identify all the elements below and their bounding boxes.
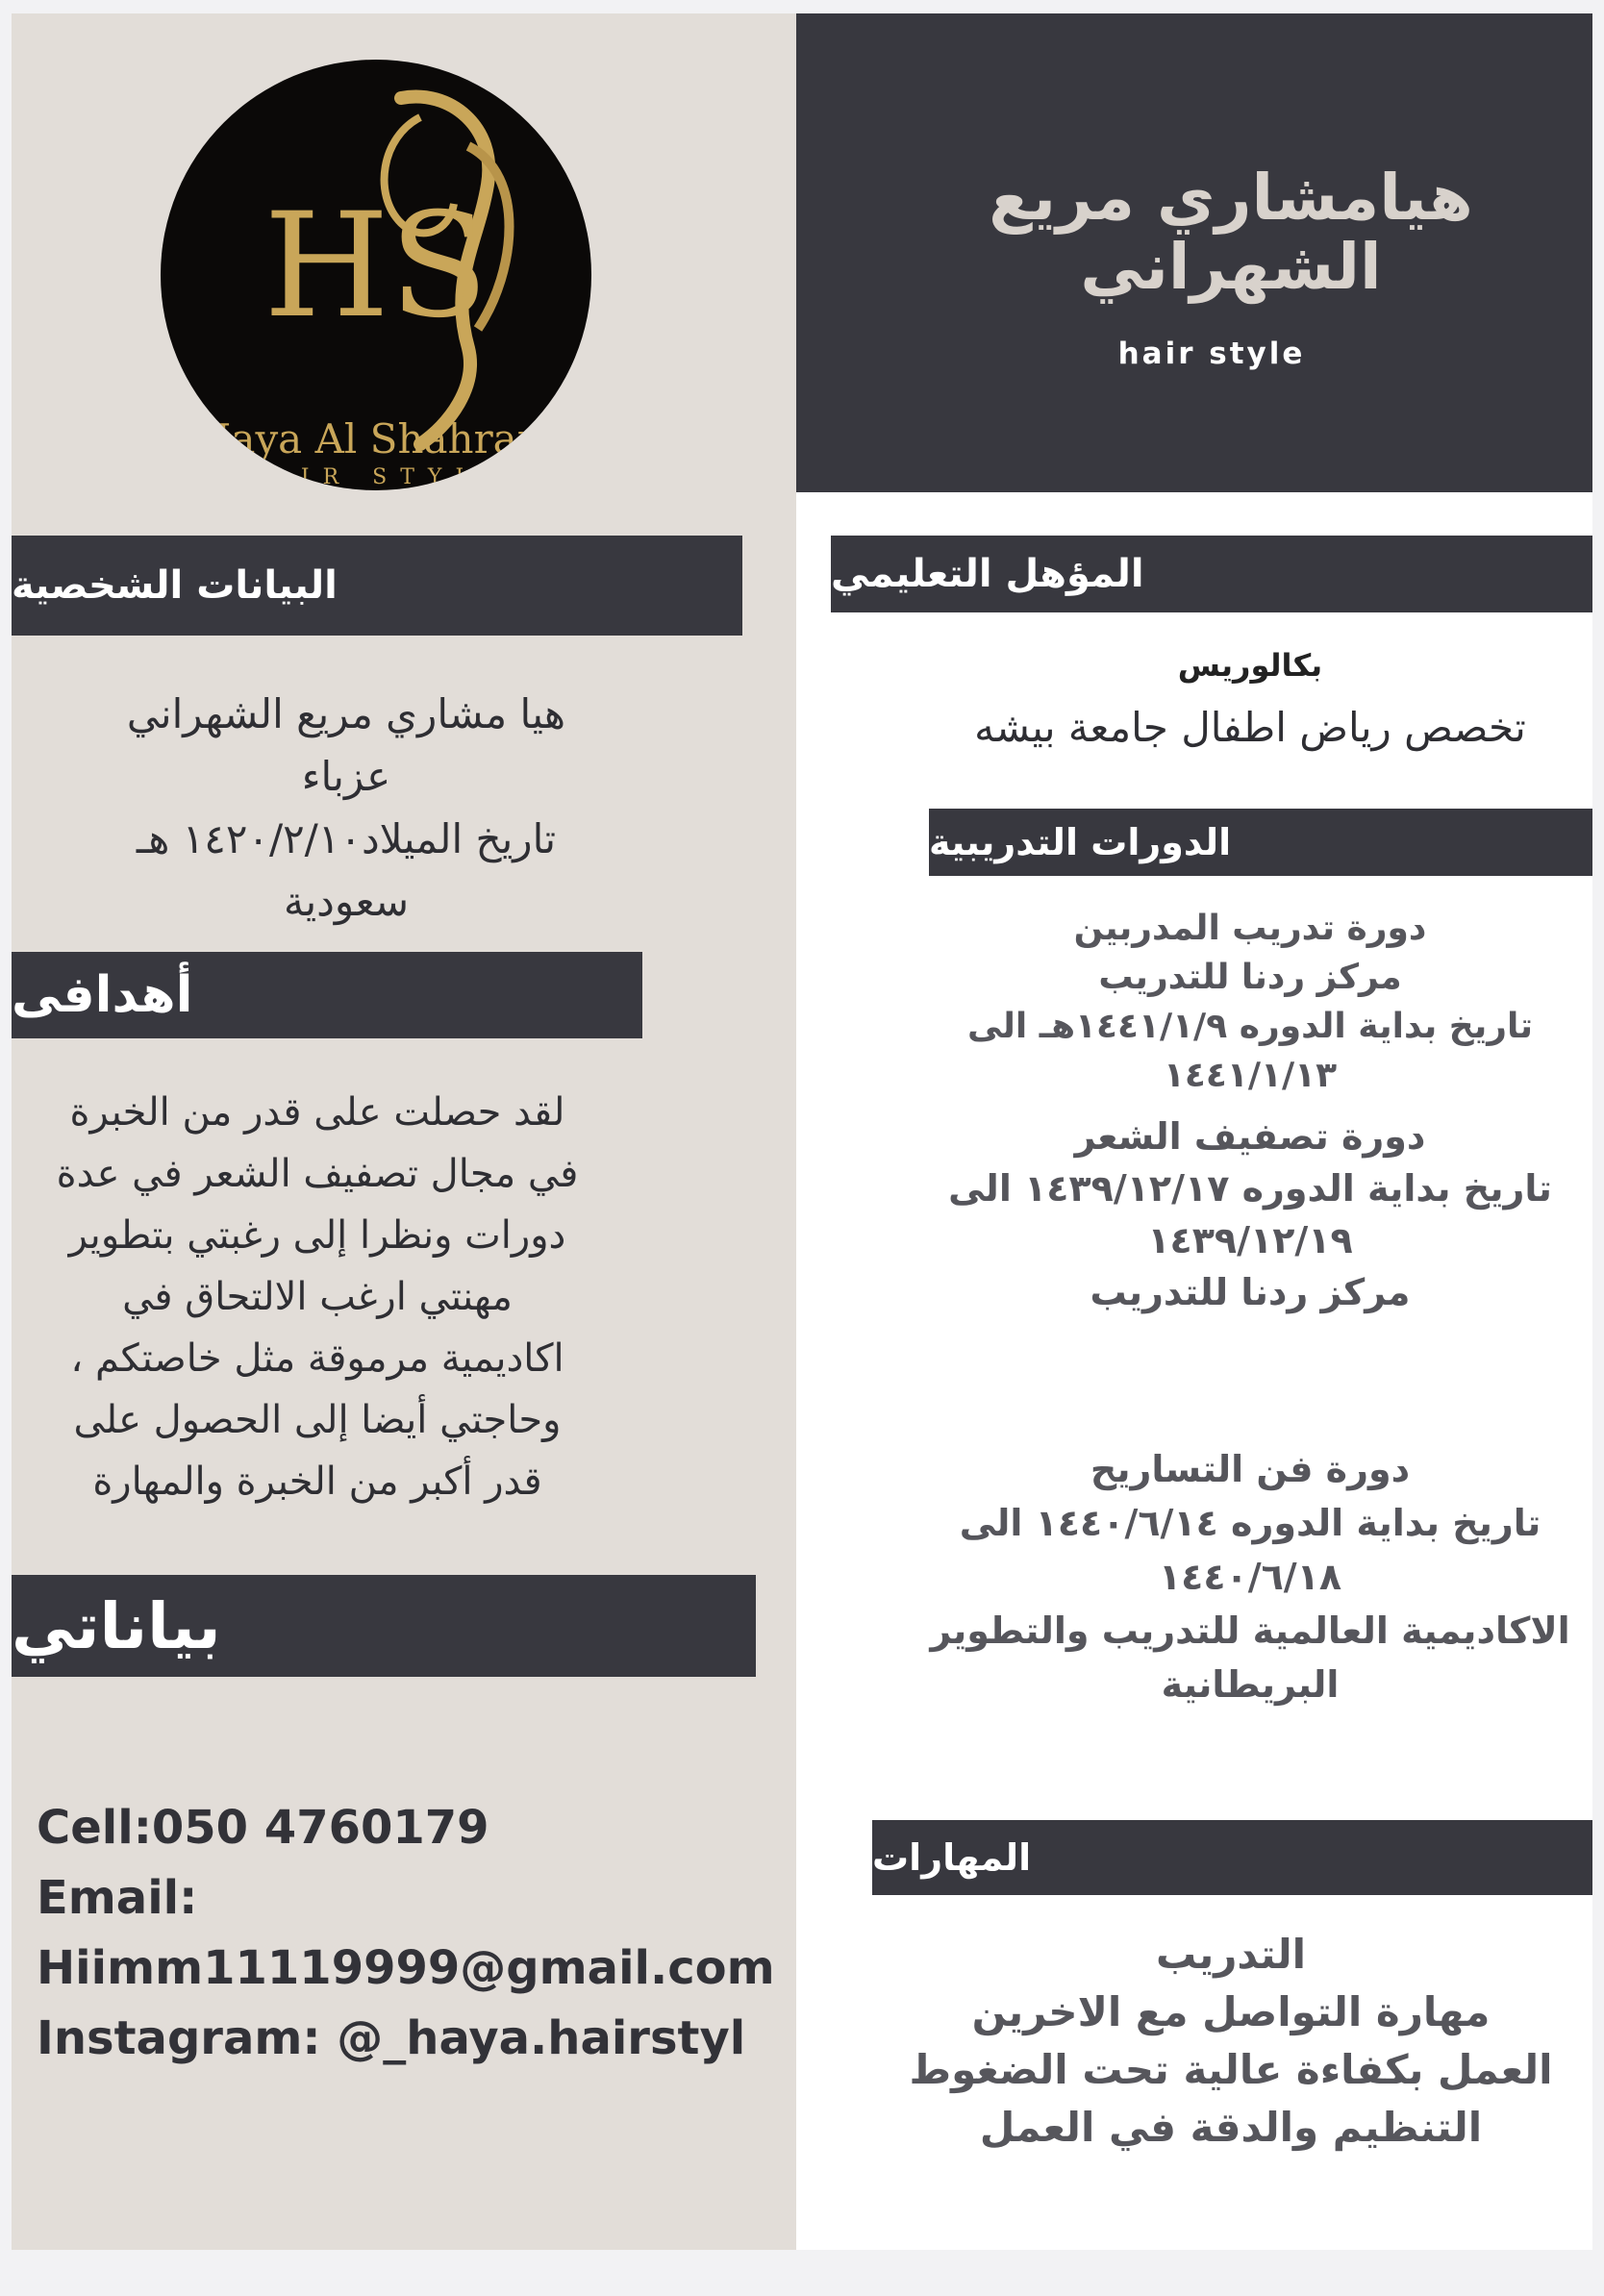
goals-title: أهدافى — [12, 966, 193, 1024]
course-line: تاريخ بداية الدوره ١٤٤١/١/٩هـ الى — [966, 1007, 1534, 1046]
education-detail: تخصص رياض اطفال جامعة بيشه — [974, 704, 1526, 751]
goals-line: لقد حصلت على قدر من الخبرة — [69, 1090, 565, 1135]
email-address[interactable]: Hiimm11119999@gmail.com — [37, 1941, 775, 1995]
education-degree: بكالوريس — [1177, 647, 1323, 684]
goals-line: في مجال تصفيف الشعر في عدة — [56, 1152, 579, 1196]
goals-line: دورات ونظرا إلى رغبتي بتطوير — [68, 1213, 566, 1258]
goals-text — [29, 1082, 606, 1512]
education-title: المؤهل التعليمي — [831, 552, 1144, 596]
contact-section-header — [12, 1575, 756, 1677]
skills-section-header — [872, 1820, 1592, 1895]
personal-line: تاريخ الميلاد١٤٢٠/٢/١٠ هـ — [136, 815, 557, 862]
skill-item: التنظيم والدقة في العمل — [979, 2104, 1483, 2151]
course-line: ١٤٤١/١/١٣ — [1163, 1056, 1338, 1095]
name-line-2: الشهراني — [1080, 230, 1382, 304]
goals-line: مهنتي ارغب الالتحاق في — [122, 1275, 513, 1319]
course-line: مركز ردنا للتدريب — [1098, 958, 1402, 997]
cell-phone[interactable]: Cell:050 4760179 — [37, 1801, 489, 1855]
skills-list — [846, 1926, 1604, 2157]
course-line: دورة فن التساريح — [1090, 1448, 1411, 1490]
course-line: البريطانية — [1161, 1663, 1340, 1706]
skill-item: العمل بكفاءة عالية تحت الضغوط — [909, 2046, 1553, 2093]
subtitle: hair style — [1117, 337, 1306, 371]
goals-line: اكاديمية مرموقة مثل خاصتكم ، — [70, 1336, 564, 1381]
personal-line: هيا مشاري مريع الشهراني — [126, 690, 566, 737]
contact-title: بياناتي — [12, 1588, 221, 1663]
course-line: الاكاديمية العالمية للتدريب والتطوير — [930, 1610, 1570, 1652]
personal-section-header — [12, 536, 742, 636]
logo-brand: Haya Al Shahrani — [195, 415, 557, 462]
courses-section-header — [929, 809, 1592, 876]
applicant-name — [885, 163, 1577, 302]
goals-section-header — [12, 952, 642, 1038]
email-label: Email: — [37, 1871, 198, 1925]
personal-title: البيانات الشخصية — [12, 563, 338, 608]
course-line: ١٤٣٩/١٢/١٩ — [1147, 1219, 1353, 1261]
course-1 — [865, 904, 1604, 1100]
course-line: دورة تدريب المدربين — [1073, 909, 1427, 948]
personal-line: عزباء — [301, 753, 391, 800]
goals-line: وحاجتي أيضا إلى الحصول على — [73, 1398, 562, 1442]
course-line: دورة تصفيف الشعر — [1074, 1115, 1426, 1158]
logo-monogram: HS — [263, 183, 489, 350]
personal-line: سعودية — [283, 878, 410, 925]
course-line: تاريخ بداية الدوره ١٤٣٩/١٢/١٧ الى — [948, 1167, 1552, 1210]
courses-title: الدورات التدريبية — [929, 821, 1232, 863]
course-line: ١٤٤٠/٦/١٨ — [1158, 1556, 1342, 1598]
logo-tagline: HAIR STYLE — [239, 465, 513, 489]
course-line: مركز ردنا للتدريب — [1090, 1271, 1411, 1313]
instagram-handle[interactable]: Instagram: @_haya.hairstyl — [37, 2011, 746, 2065]
name-line-1: هيامشاري مريع — [989, 161, 1473, 235]
logo — [161, 60, 591, 490]
contact-details — [37, 1793, 775, 2074]
goals-line: قدر أكبر من الخبرة والمهارة — [92, 1460, 542, 1504]
course-2 — [865, 1111, 1604, 1318]
skill-item: مهارة التواصل مع الاخرين — [971, 1988, 1491, 2035]
course-line: تاريخ بداية الدوره ١٤٤٠/٦/١٤ الى — [959, 1502, 1541, 1544]
course-3 — [865, 1442, 1604, 1711]
skills-title: المهارات — [872, 1836, 1032, 1879]
education-section-header — [831, 536, 1592, 612]
personal-details — [58, 683, 635, 933]
skill-item: التدريب — [1156, 1931, 1306, 1978]
